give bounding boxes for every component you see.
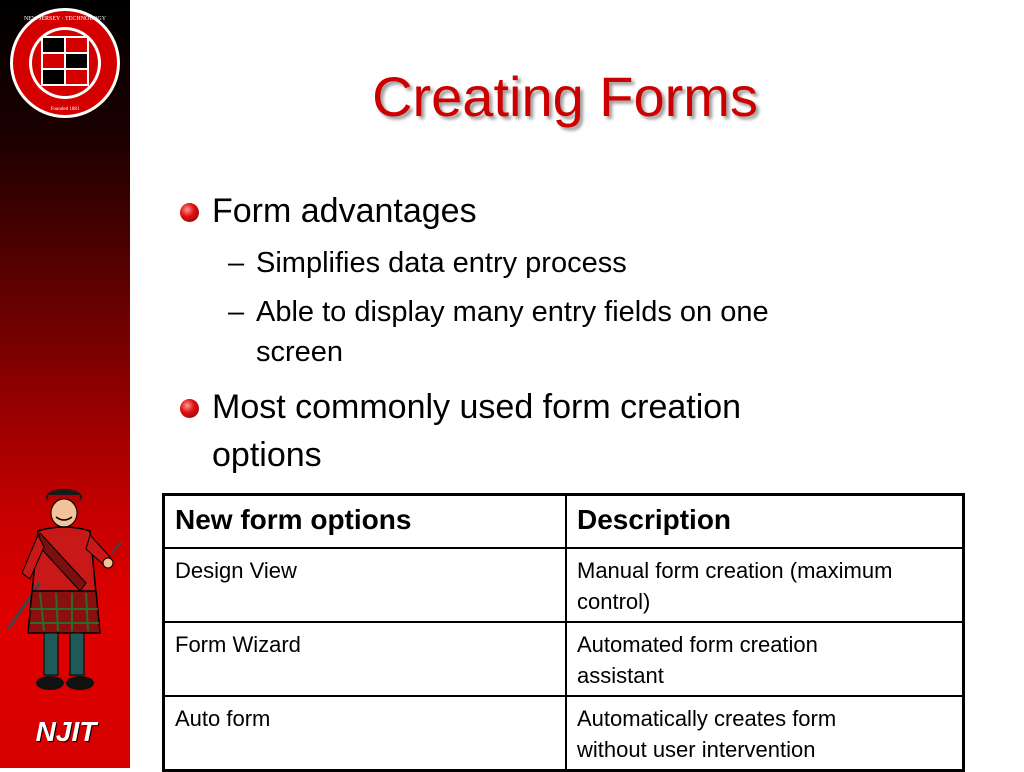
svg-text:Founded 1881: Founded 1881 bbox=[50, 107, 80, 112]
table-row bbox=[164, 696, 964, 771]
description-cell bbox=[566, 548, 964, 622]
sub-bullet-text: screen bbox=[256, 336, 344, 368]
table-row bbox=[164, 548, 964, 622]
description-line: without user intervention bbox=[577, 737, 816, 762]
red-sphere-bullet-icon bbox=[180, 399, 199, 418]
sub-bullet-text: Able to display many entry fields on one bbox=[256, 296, 769, 328]
sub-bullet-text: Simplifies data entry process bbox=[256, 247, 627, 279]
table-header-row bbox=[164, 495, 964, 549]
description-line: control) bbox=[577, 589, 651, 614]
red-sphere-bullet-icon bbox=[180, 203, 199, 222]
njit-wordmark-logo: NJIT bbox=[35, 716, 97, 747]
description-line: Manual form creation (maximum bbox=[577, 558, 893, 583]
svg-text:NEW JERSEY · TECHNOLOGY: NEW JERSEY · TECHNOLOGY bbox=[23, 16, 107, 22]
option-cell: Form Wizard bbox=[164, 622, 567, 696]
description-line: Automated form creation bbox=[577, 632, 818, 657]
bullet-text: Form advantages bbox=[212, 192, 477, 230]
column-header-description: Description bbox=[566, 495, 964, 549]
njit-seal-logo bbox=[8, 6, 122, 120]
option-cell: Design View bbox=[164, 548, 567, 622]
slide-title: Creating Forms bbox=[372, 65, 758, 128]
highlander-mascot-illustration bbox=[0, 483, 128, 705]
dash-bullet: – bbox=[228, 247, 245, 279]
form-options-table bbox=[162, 493, 965, 772]
description-line: Automatically creates form bbox=[577, 706, 837, 731]
description-cell bbox=[566, 696, 964, 771]
sidebar-band bbox=[0, 0, 130, 768]
description-cell bbox=[566, 622, 964, 696]
column-header-new-form-options: New form options bbox=[164, 495, 567, 549]
option-cell: Auto form bbox=[164, 696, 567, 771]
description-line: assistant bbox=[577, 663, 664, 688]
bullet-text: options bbox=[212, 436, 322, 474]
bullet-text: Most commonly used form creation bbox=[212, 388, 742, 426]
dash-bullet: – bbox=[228, 296, 245, 328]
table-row bbox=[164, 622, 964, 696]
